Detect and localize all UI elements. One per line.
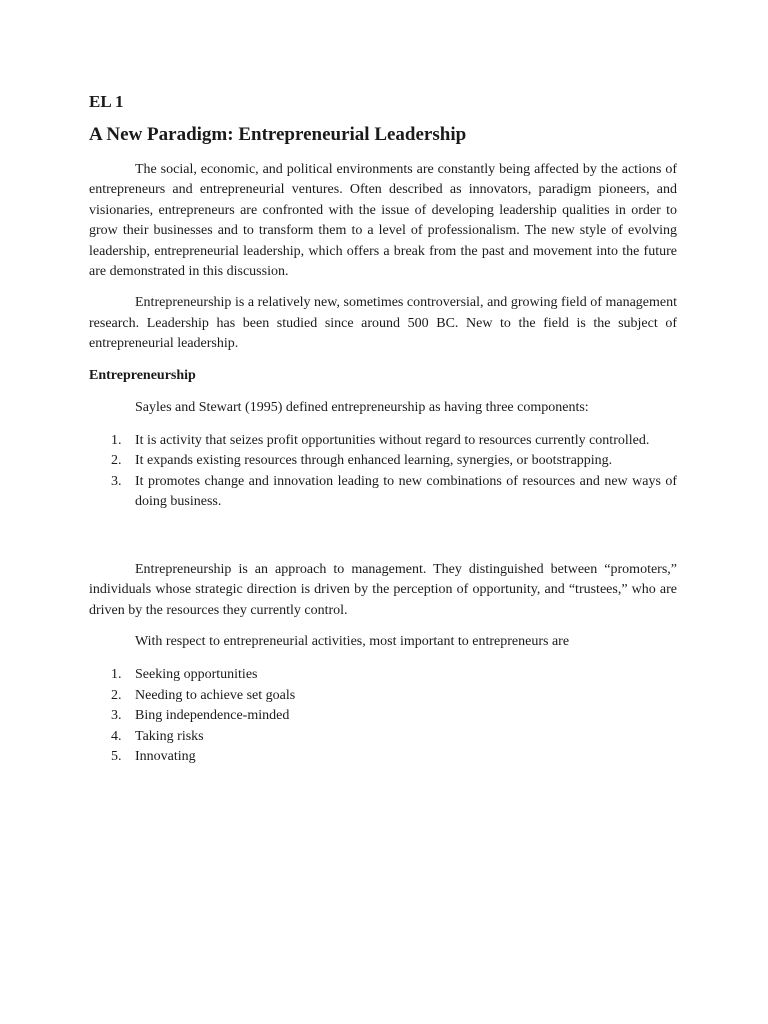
list-item	[89, 747, 677, 767]
list-item-number: 4.	[111, 728, 122, 744]
components-list	[89, 431, 677, 513]
list-item	[89, 686, 677, 706]
list-item-text: It expands existing resources through enhanced learning, synergies, or bootstrapping.	[135, 453, 613, 469]
list-item-number: 2.	[111, 687, 122, 703]
list-item-number: 3.	[111, 473, 122, 489]
section-heading: Entrepreneurship	[89, 367, 196, 383]
document-page	[89, 92, 677, 767]
intro-paragraph: The social, economic, and political environments are constantly being affected by the actions of entrepreneurs and entrepreneurial ventures. Often described as innovators, paradigm pioneers, and visionaries, entrepreneurs are confronted with the issue of developing leadership qualities in order to grow their businesses and to transform them to a level of professionalism. The new style of evolving leadership, entrepreneurial leadership, which offers a break from the past and movement into the future are demonstrated in this discussion.	[89, 162, 677, 280]
list-item-text: It promotes change and innovation leading to new combinations of resources and new ways of doing business.	[135, 473, 677, 510]
list-item	[89, 727, 677, 747]
list-item-text: Taking risks	[135, 728, 204, 744]
document-title: A New Paradigm: Entrepreneurial Leadership	[89, 124, 467, 145]
list-item-number: 2.	[111, 453, 122, 469]
list-item	[89, 431, 677, 451]
list-item-text: Bing independence-minded	[135, 708, 290, 724]
activities-list	[89, 665, 677, 767]
list-item-text: Innovating	[135, 748, 196, 764]
components-intro: Sayles and Stewart (1995) defined entrepreneurship as having three components:	[135, 399, 589, 415]
list-item	[89, 451, 677, 471]
list-item-text: It is activity that seizes profit opportunities without regard to resources currently controlled.	[135, 433, 650, 449]
activities-intro: With respect to entrepreneurial activities, most important to entrepreneurs are	[135, 633, 570, 649]
approach-paragraph: Entrepreneurship is an approach to management. They distinguished between “promoters,” individuals whose strategic direction is driven by the perception of opportunity, and “trustees,” who are driven by the resources they currently control.	[89, 561, 677, 618]
list-item-text: Needing to achieve set goals	[135, 687, 296, 703]
list-item-text: Seeking opportunities	[135, 667, 258, 683]
document-code: EL 1	[89, 92, 124, 111]
list-item-number: 3.	[111, 708, 122, 724]
list-item	[89, 472, 677, 513]
list-item	[89, 706, 677, 726]
research-paragraph: Entrepreneurship is a relatively new, sometimes controversial, and growing field of management research. Leadership has been studied since around 500 BC. New to the field is the subject of entrepreneurial leadership.	[89, 295, 677, 352]
list-item-number: 5.	[111, 748, 122, 764]
list-item-number: 1.	[111, 433, 122, 449]
spacer	[89, 513, 677, 560]
list-item-number: 1.	[111, 667, 122, 683]
list-item	[89, 665, 677, 685]
